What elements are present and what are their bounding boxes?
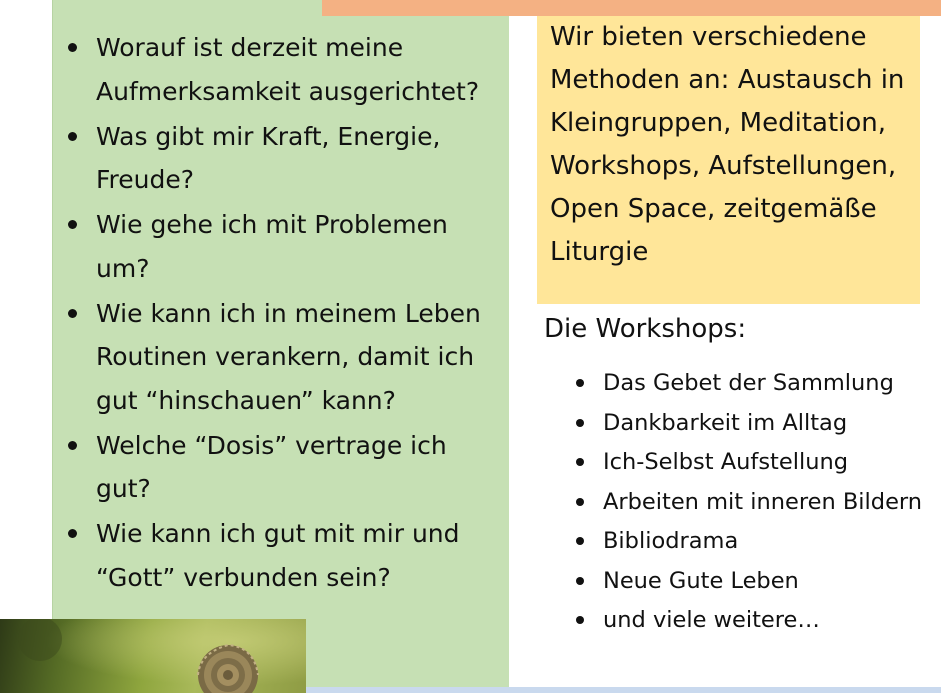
- methods-text: Wir bieten verschiedene Methoden an: Austausch in Kleingruppen, Meditation, Workshops, Aufstellungen, Open Space, zeitgemäße Liturgie: [550, 22, 905, 267]
- list-item: Wie kann ich gut mit mir und “Gott” verbunden sein?: [53, 512, 509, 599]
- workshops-list: [566, 364, 936, 641]
- list-item: Wie kann ich in meinem Leben Routinen verankern, damit ich gut “hinschauen” kann?: [53, 292, 509, 423]
- list-item: Bibliodrama: [566, 522, 936, 562]
- workshops-title: Die Workshops:: [544, 314, 747, 344]
- orange-header-bar: [322, 0, 941, 16]
- list-item: Arbeiten mit inneren Bildern: [566, 483, 936, 523]
- methods-box: [537, 16, 920, 304]
- bottom-strip: [306, 687, 941, 693]
- list-item: Wie gehe ich mit Problemen um?: [53, 203, 509, 290]
- fern-frond-photo: [0, 619, 306, 693]
- list-item: Welche “Dosis” vertrage ich gut?: [53, 424, 509, 511]
- list-item: Dankbarkeit im Alltag: [566, 404, 936, 444]
- list-item: und viele weitere…: [566, 601, 936, 641]
- list-item: Neue Gute Leben: [566, 562, 936, 602]
- list-item: Worauf ist derzeit meine Aufmerksamkeit ausgerichtet?: [53, 26, 509, 113]
- questions-panel: [52, 0, 509, 693]
- fern-frond-image: [0, 619, 306, 693]
- list-item: Ich-Selbst Aufstellung: [566, 443, 936, 483]
- list-item: Was gibt mir Kraft, Energie, Freude?: [53, 115, 509, 202]
- questions-list: [53, 26, 509, 601]
- list-item: Das Gebet der Sammlung: [566, 364, 936, 404]
